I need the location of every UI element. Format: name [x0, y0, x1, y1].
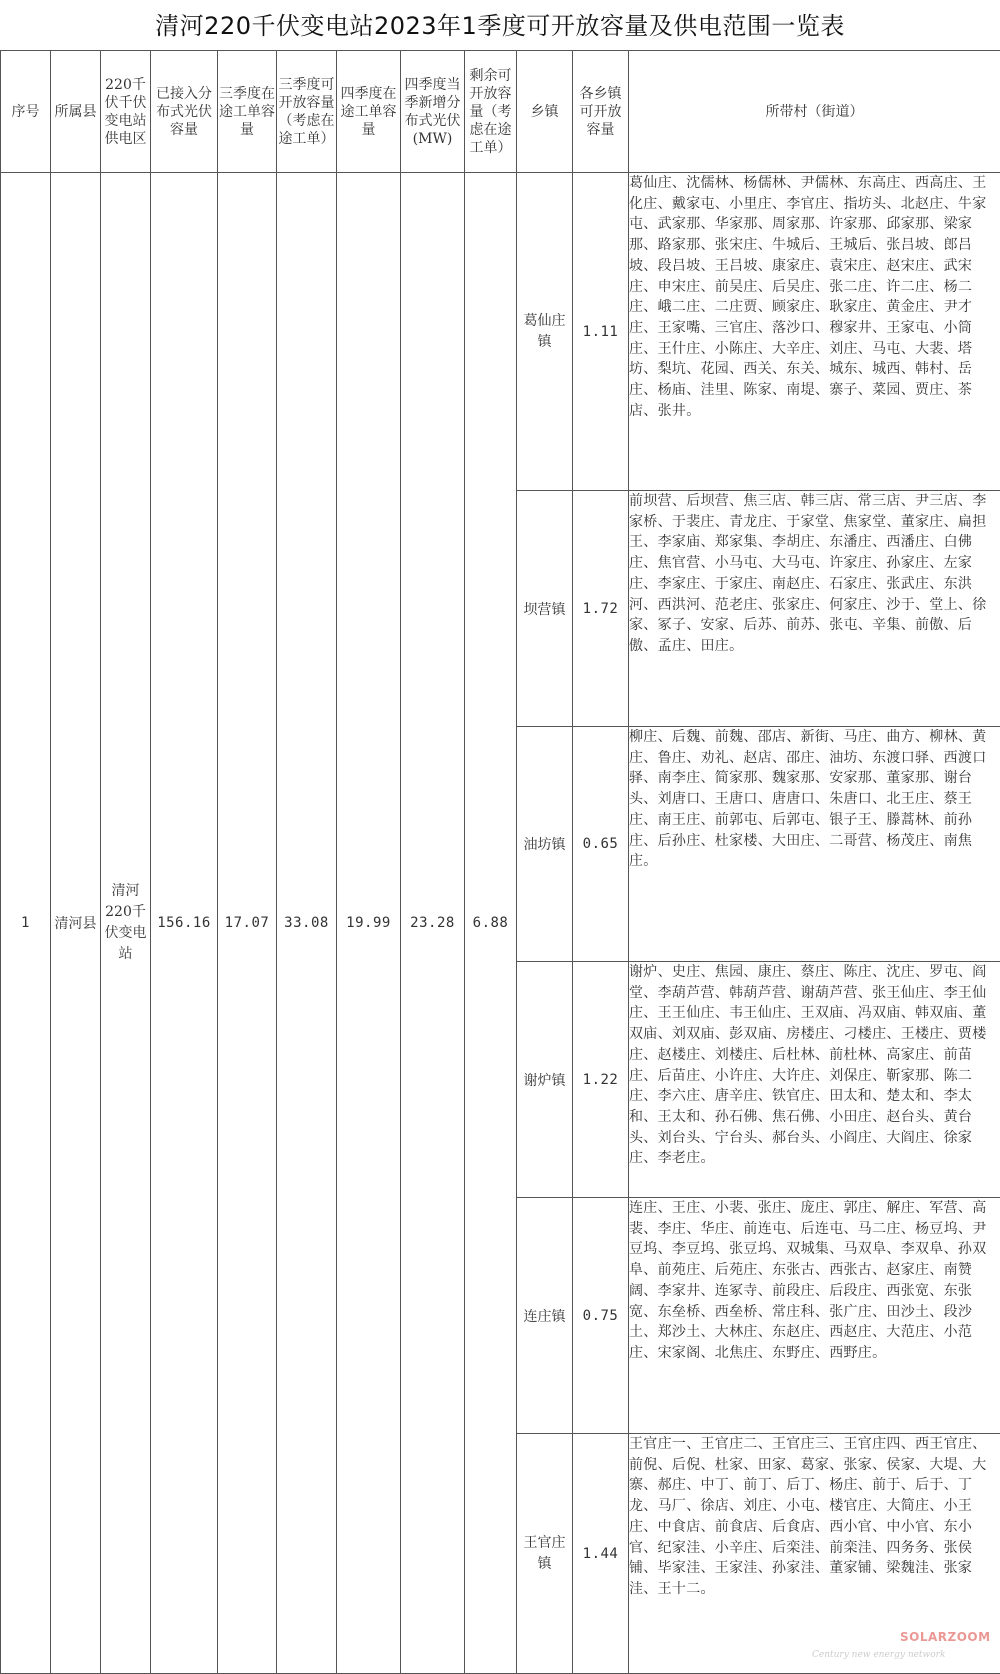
cell-q4-transit: 19.99: [337, 173, 401, 1674]
capacity-table: [0, 50, 1000, 1674]
town-name: 油坊镇: [517, 727, 573, 962]
header-q4-transit: 四季度在途工单容量: [337, 51, 401, 173]
header-q3-open: 三季度可开放容量（考虑在途工单）: [277, 51, 337, 173]
town-capacity: 0.65: [573, 727, 629, 962]
watermark: [800, 1600, 1000, 1673]
village-list: 谢炉、史庄、焦园、康庄、蔡庄、陈庄、沈庄、罗屯、阎堂、李葫芦营、韩葫芦营、谢葫芦营、张王仙庄、李王仙庄、王王仙庄、韦王仙庄、王双庙、冯双庙、韩双庙、董双庙、刘双庙、彭双庙、房楼庄、刁楼庄、王楼庄、贾楼庄、赵楼庄、刘楼庄、后杜林、前杜林、高家庄、前苗庄、后苗庄、小许庄、大许庄、刘保庄、靳家那、陈二庄、李六庄、唐辛庄、铁官庄、田太和、楚太和、李太和、王太和、孙石佛、焦石佛、小田庄、赵台头、黄台头、刘台头、宁台头、郝台头、小阎庄、大阎庄、徐家庄、李老庄。: [629, 962, 1000, 1169]
village-list: 柳庄、后魏、前魏、邵店、新街、马庄、曲方、柳林、黄庄、鲁庄、劝礼、赵店、邵庄、油坊、东渡口驿、西渡口驿、南李庄、简家那、魏家那、安家那、董家那、谢台头、刘唐口、王唐口、唐唐口、朱唐口、北王庄、蔡王庄、南王庄、前郭屯、后郭屯、银子王、滕蒿林、前孙庄、后孙庄、杜家楼、大田庄、二哥营、杨茂庄、南焦庄。: [629, 727, 1000, 872]
village-list: 连庄、王庄、小裴、张庄、庞庄、郭庄、解庄、军营、高裴、李庄、华庄、前连屯、后连屯、马二庄、杨豆坞、尹豆坞、李豆坞、张豆坞、双城集、马双阜、李双阜、孙双阜、前苑庄、后苑庄、东张古、西张古、赵家庄、南赞阔、李家井、连冢寺、前段庄、后段庄、西张宽、东张宽、东垒桥、西垒桥、常庄科、张广庄、田沙土、段沙土、郑沙土、大林庄、东赵庄、西赵庄、大范庄、小范庄、宋家阁、北焦庄、东野庄、西野庄。: [629, 1198, 1000, 1364]
cell-q3-transit: 17.07: [218, 173, 277, 1674]
cell-q4-new: 23.28: [401, 173, 465, 1674]
town-name: 葛仙庄镇: [517, 173, 573, 491]
header-q3-transit: 三季度在途工单容量: [218, 51, 277, 173]
cell-seq: 1: [1, 173, 51, 1674]
cell-county: 清河县: [51, 173, 101, 1674]
header-county: 所属县: [51, 51, 101, 173]
village-list: 前坝营、后坝营、焦三店、韩三店、常三店、尹三店、李家桥、于裴庄、青龙庄、于家堂、焦家堂、董家庄、扁担王、李家庙、郑家集、李胡庄、东潘庄、西潘庄、白佛庄、焦官营、小马屯、大马屯、许家庄、孙家庄、左家庄、李家庄、于家庄、南赵庄、石家庄、张武庄、东洪河、西洪河、范老庄、张家庄、何家庄、沙于、堂上、徐家、冢子、安家、后苏、前苏、张屯、辛集、前傲、后傲、孟庄、田庄。: [629, 491, 1000, 657]
town-name: 连庄镇: [517, 1198, 573, 1434]
town-capacity: 0.75: [573, 1198, 629, 1434]
watermark-logo: SOLARZOOM: [900, 1630, 991, 1644]
header-town: 乡镇: [517, 51, 573, 173]
cell-connected: 156.16: [151, 173, 218, 1674]
town-villages: [629, 962, 1000, 1198]
town-villages: [629, 1198, 1000, 1434]
header-town-capacity: 各乡镇可开放容量: [573, 51, 629, 173]
header-connected: 已接入分布式光伏容量: [151, 51, 218, 173]
header-remaining: 剩余可开放容量（考虑在途工单）: [465, 51, 517, 173]
header-seq: 序号: [1, 51, 51, 173]
cell-remaining: 6.88: [465, 173, 517, 1674]
town-capacity: 1.44: [573, 1434, 629, 1674]
header-villages: 所带村（街道）: [629, 51, 1000, 173]
town-name: 坝营镇: [517, 491, 573, 727]
cell-area: 清河220千伏变电站: [101, 173, 151, 1674]
header-area: 220千伏千伏变电站供电区: [101, 51, 151, 173]
header-q4-new: 四季度当季新增分布式光伏(MW): [401, 51, 465, 173]
town-villages: [629, 491, 1000, 727]
town-villages: [629, 173, 1000, 491]
table-row: [1, 173, 1000, 491]
header-row: [1, 51, 1000, 173]
watermark-tagline: Century new energy network: [812, 1650, 945, 1660]
town-capacity: 1.72: [573, 491, 629, 727]
town-capacity: 1.22: [573, 962, 629, 1198]
town-name: 谢炉镇: [517, 962, 573, 1198]
town-name: 王官庄镇: [517, 1434, 573, 1674]
town-villages: [629, 727, 1000, 962]
page-title: 清河220千伏变电站2023年1季度可开放容量及供电范围一览表: [0, 0, 1000, 50]
cell-q3-open: 33.08: [277, 173, 337, 1674]
town-capacity: 1.11: [573, 173, 629, 491]
village-list: 王官庄一、王官庄二、王官庄三、王官庄四、西王官庄、前倪、后倪、杜家、田家、葛家、张家、侯家、大堤、大寨、郝庄、中丁、前丁、后丁、杨庄、前于、后于、丁龙、马厂、徐店、刘庄、小屯、楼官庄、大简庄、小王庄、中食店、前食店、后食店、西小官、中小官、东小官、纪家洼、小辛庄、后栾洼、前栾洼、四务务、张侯铺、毕家洼、王家洼、孙家洼、董家铺、梁魏洼、张家洼、王十二。: [629, 1434, 1000, 1600]
village-list: 葛仙庄、沈儒林、杨儒林、尹儒林、东高庄、西高庄、王化庄、戴家屯、小里庄、李官庄、指坊头、北赵庄、牛家屯、武家那、华家那、周家那、许家那、邱家那、梁家那、路家那、张宋庄、牛城后、王城后、张吕坡、郎吕坡、段吕坡、王吕坡、康家庄、袁宋庄、赵宋庄、武宋庄、申宋庄、前吴庄、后吴庄、张二庄、许二庄、杨二庄、峨二庄、二庄贾、顾家庄、耿家庄、黄金庄、尹才庄、王家嘴、三官庄、落沙口、穆家井、王家屯、小筒庄、王什庄、小陈庄、大辛庄、刘庄、马屯、大裴、塔坊、梨坑、花园、西关、东关、城东、城西、韩村、岳庄、杨庙、洼里、陈家、南堤、寨子、菜园、贾庄、茶店、张井。: [629, 173, 1000, 421]
